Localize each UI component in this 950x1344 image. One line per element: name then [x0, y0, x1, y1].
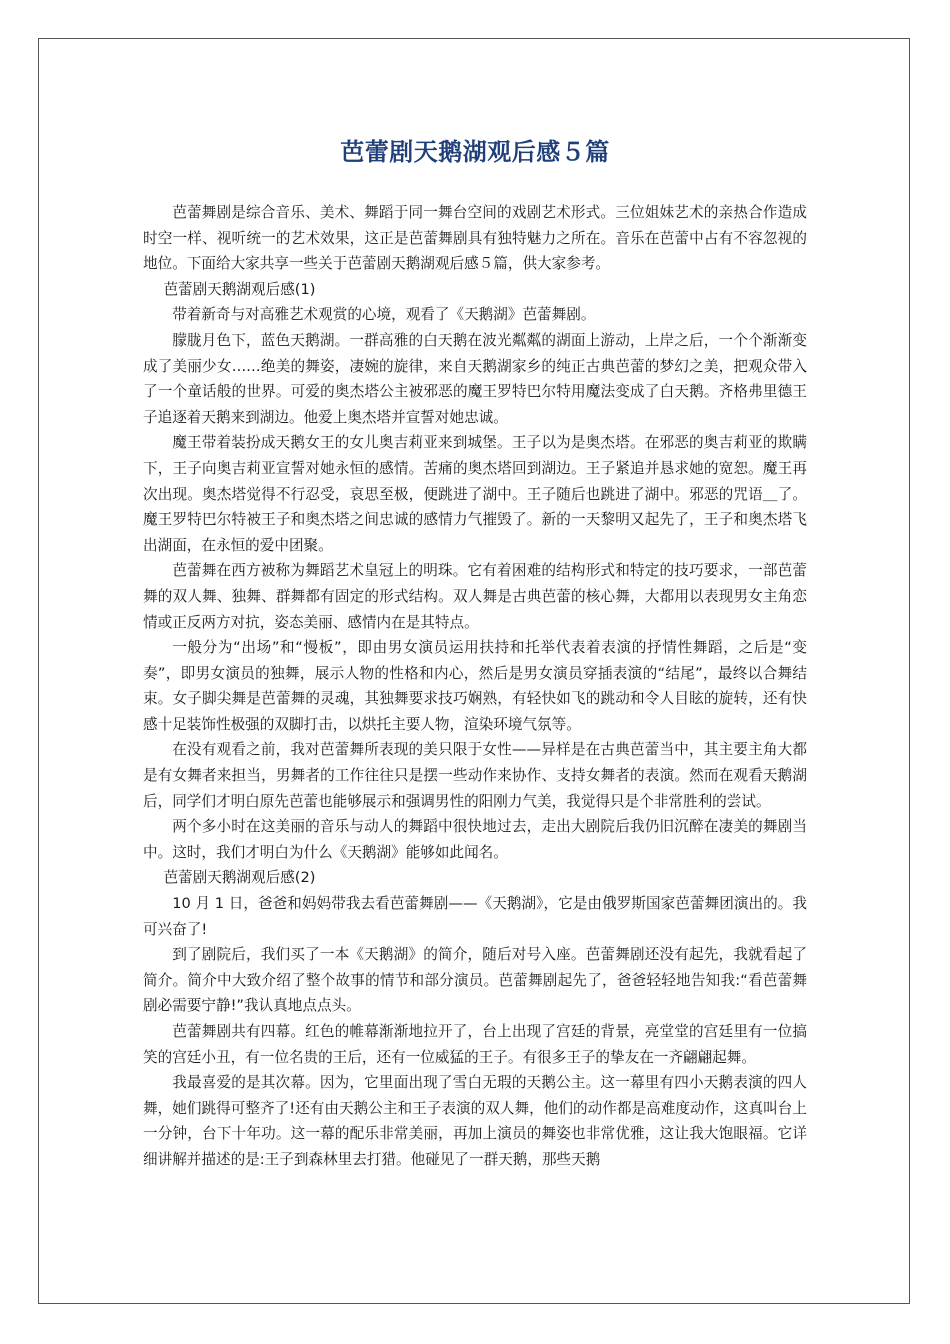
paragraph: 一般分为“出场”和“慢板”，即由男女演员运用扶持和托举代表着表演的抒情性舞蹈，之后是“变奏”，即男女演员的独舞，展示人物的性格和内心，然后是男女演员穿插表演的“结尾”，最终以合舞结束。女子脚尖舞是芭蕾舞的灵魂，其独舞要求技巧娴熟，有轻快如飞的跳动和令人目眩的旋转，还有快感十足装饰性极强的双脚打击，以烘托主要人物，渲染环境气氛等。	[143, 639, 807, 733]
paragraph: 魔王带着装扮成天鹅女王的女儿奥吉莉亚来到城堡。王子以为是奥杰塔。在邪恶的奥吉莉亚的欺瞒下，王子向奥吉莉亚宣誓对她永恒的感情。苦痛的奥杰塔回到湖边。王子紧追并恳求她的宽恕。魔王再次出现。奥杰塔觉得不行忍受，哀思至极，便跳进了湖中。王子随后也跳进了湖中。邪恶的咒语＿了。魔王罗特巴尔特被王子和奥杰塔之间忠诚的感情力气摧毁了。新的一天黎明又起先了，王子和奥杰塔飞出湖面，在永恒的爱中团聚。	[143, 434, 807, 554]
document-body	[143, 200, 807, 1173]
section-heading-2: 芭蕾剧天鹅湖观后感(2)	[163, 869, 316, 887]
paragraph: 10 月 1 日，爸爸和妈妈带我去看芭蕾舞剧——《天鹅湖》，它是由俄罗斯国家芭蕾舞团演出的。我可兴奋了!	[143, 895, 807, 938]
paragraph: 我最喜爱的是其次幕。因为，它里面出现了雪白无瑕的天鹅公主。这一幕里有四小天鹅表演的四人舞，她们跳得可整齐了!还有由天鹅公主和王子表演的双人舞，他们的动作都是高难度动作，这真叫台上一分钟，台下十年功。这一幕的配乐非常美丽，再加上演员的舞姿也非常优雅，这让我大饱眼福。它详细讲解并描述的是:王子到森林里去打猎。他碰见了一群天鹅，那些天鹅	[143, 1074, 807, 1168]
paragraph-intro: 芭蕾舞剧是综合音乐、美术、舞蹈于同一舞台空间的戏剧艺术形式。三位姐妹艺术的亲热合作造成时空一样、视听统一的艺术效果，这正是芭蕾舞剧具有独特魅力之所在。音乐在芭蕾中占有不容忽视的地位。下面给大家共享一些关于芭蕾剧天鹅湖观后感５篇，供大家参考。	[143, 204, 807, 273]
document-title: 芭蕾剧天鹅湖观后感５篇	[340, 138, 610, 166]
paragraph: 到了剧院后，我们买了一本《天鹅湖》的简介，随后对号入座。芭蕾舞剧还没有起先，我就看起了简介。简介中大致介绍了整个故事的情节和部分演员。芭蕾舞剧起先了，爸爸轻轻地告知我:“看芭蕾舞剧必需要宁静!”我认真地点点头。	[143, 946, 807, 1015]
paragraph: 芭蕾舞在西方被称为舞蹈艺术皇冠上的明珠。它有着困难的结构形式和特定的技巧要求，一部芭蕾舞的双人舞、独舞、群舞都有固定的形式结构。双人舞是古典芭蕾的核心舞，大都用以表现男女主角恋情或正反两方对抗，姿态美丽、感情内在是其特点。	[143, 562, 807, 631]
paragraph: 两个多小时在这美丽的音乐与动人的舞蹈中很快地过去，走出大剧院后我仍旧沉醉在凄美的舞剧当中。这时，我们才明白为什么《天鹅湖》能够如此闻名。	[143, 818, 807, 861]
paragraph: 朦胧月色下，蓝色天鹅湖。一群高雅的白天鹅在波光粼粼的湖面上游动，上岸之后，一个个渐渐变成了美丽少女……绝美的舞姿，凄婉的旋律，来自天鹅湖家乡的纯正古典芭蕾的梦幻之美，把观众带入了一个童话般的世界。可爱的奥杰塔公主被邪恶的魔王罗特巴尔特用魔法变成了白天鹅。齐格弗里德王子追逐着天鹅来到湖边。他爱上奥杰塔并宣誓对她忠诚。	[143, 331, 807, 426]
section-heading-1: 芭蕾剧天鹅湖观后感(1)	[163, 280, 316, 298]
paragraph: 带着新奇与对高雅艺术观赏的心境，观看了《天鹅湖》芭蕾舞剧。	[172, 306, 596, 324]
paragraph: 芭蕾舞剧共有四幕。红色的帷幕渐渐地拉开了，台上出现了宫廷的背景，亮堂堂的宫廷里有一位搞笑的宫廷小丑，有一位名贵的王后，还有一位威猛的王子。有很多王子的挚友在一齐翩翩起舞。	[143, 1023, 807, 1066]
paragraph: 在没有观看之前，我对芭蕾舞所表现的美只限于女性——异样是在古典芭蕾当中，其主要主角大都是有女舞者来担当，男舞者的工作往往只是摆一些动作来协作、支持女舞者的表演。然而在观看天鹅湖后，同学们才明白原先芭蕾也能够展示和强调男性的阳刚力气美，我觉得只是个非常胜利的尝试。	[143, 741, 807, 810]
